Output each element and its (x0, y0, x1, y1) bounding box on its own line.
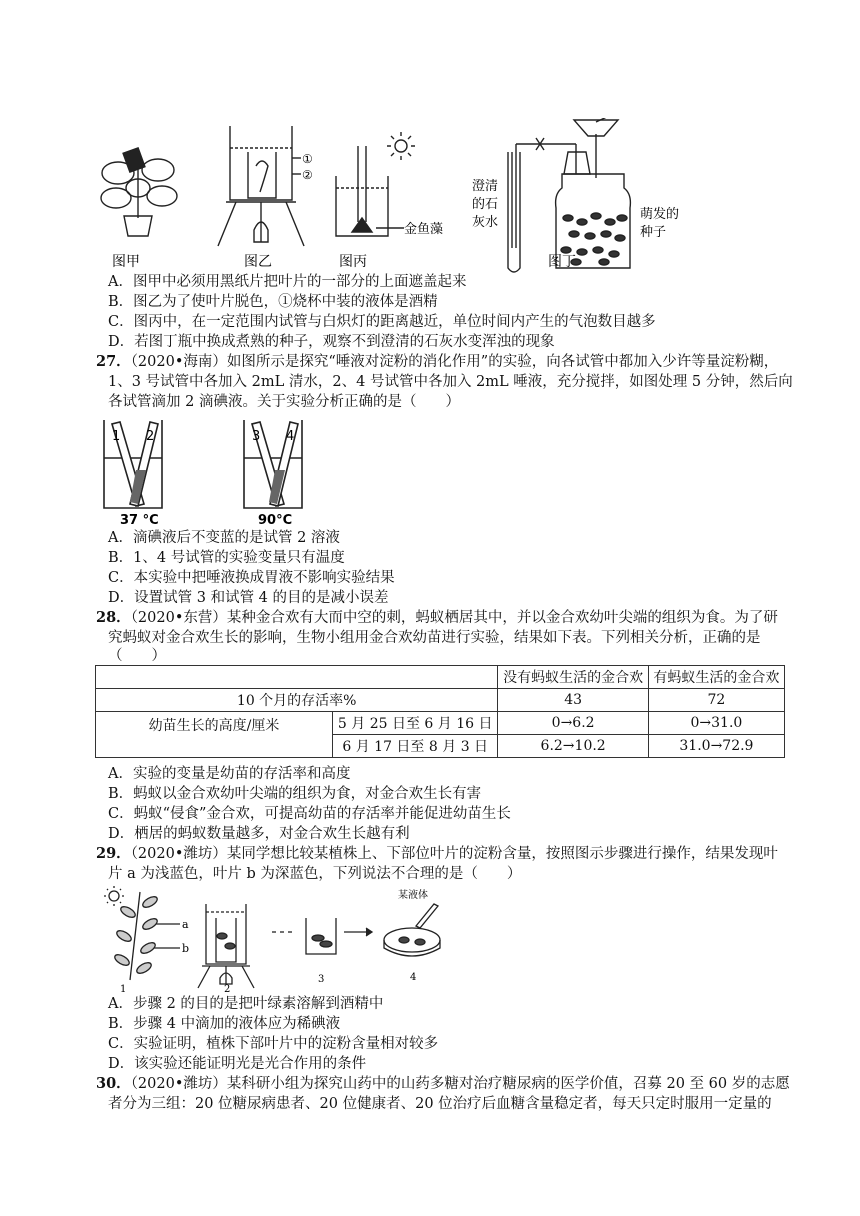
limewater-label-3: 灰水 (472, 215, 499, 230)
q28-stem-line2: 究蚂蚁对金合欢生长的影响，生物小组用金合欢幼苗进行实验，结果如下表。下列相关分析，正确的是 (108, 630, 761, 646)
q29-stem-text-1: （2020•潍坊）某同学想比较某植株上、下部位叶片的淀粉含量，按照图示步骤进行操作，结果发现叶 (130, 846, 778, 862)
q27-option-d: D．设置试管 3 和试管 4 的目的是减小误差 (108, 590, 389, 606)
temp-90-label: 90°C (258, 513, 293, 528)
temp-37-label: 37 °C (120, 513, 159, 528)
q29-option-b: B．步骤 4 中滴加的液体应为稀碘液 (108, 1016, 341, 1032)
q28-data-table (95, 665, 785, 758)
q26-option-d: D．若图丁瓶中换成煮熟的种子，观察不到澄清的石灰水变浑浊的现象 (108, 334, 555, 350)
step-3-label: 3 (318, 974, 325, 985)
tube-4-label: 4 (286, 429, 295, 444)
fig-ding-label: 图丁 (548, 254, 576, 270)
q26-figures (96, 118, 736, 276)
table-row (96, 689, 785, 712)
circle2-label: ② (302, 168, 313, 182)
circle1-label: ① (302, 152, 313, 166)
q28-option-a: A．实验的变量是幼苗的存活率和高度 (108, 766, 351, 782)
limewater-label-2: 的石 (472, 197, 499, 212)
q28-number: 28． (96, 609, 131, 626)
q30-stem-line1 (96, 1074, 790, 1094)
row-survival-label: 10 个月的存活率% (96, 689, 498, 712)
q26-option-c: C．图丙中，在一定范围内试管与白炽灯的距离越近，单位时间内产生的气泡数目越多 (108, 314, 656, 330)
reagent-label: 某液体 (398, 890, 428, 901)
survival-no-ants: 43 (498, 689, 648, 712)
q29-stem-line2: 片 a 为浅蓝色，叶片 b 为深蓝色，下列说法不合理的是（ ） (108, 866, 522, 882)
leaf-b-label: b (182, 942, 190, 955)
q29-option-d: D．该实验还能证明光是光合作用的条件 (108, 1056, 367, 1072)
q30-number: 30． (96, 1075, 131, 1092)
table-row (96, 712, 785, 735)
q29-option-c: C．实验证明，植株下部叶片中的淀粉含量相对较多 (108, 1036, 439, 1052)
tube-1-label: 1 (112, 429, 121, 444)
step-4-label: 4 (410, 972, 417, 983)
q27-figure (100, 418, 330, 528)
leaf-a-label: a (182, 918, 189, 931)
period-2-with-ants: 31.0→72.9 (648, 735, 784, 758)
water-bath-figure (218, 126, 304, 246)
q27-option-b: B．1、4 号试管的实验变量只有温度 (108, 550, 345, 566)
fig-yi-label: 图乙 (244, 254, 272, 270)
q27-number: 27． (96, 353, 131, 370)
table-row (96, 666, 785, 689)
q28-option-c: C．蚂蚁“侵食”金合欢，可提高幼苗的存活率并能促进幼苗生长 (108, 806, 511, 822)
q29-stem-line1 (96, 844, 778, 864)
row-height-label: 幼苗生长的高度/厘米 (96, 712, 333, 758)
q28-option-b: B．蚂蚁以金合欢幼叶尖端的组织为食，对金合欢生长有害 (108, 786, 482, 802)
q26-option-b: B．图乙为了使叶片脱色，①烧杯中装的液体是酒精 (108, 294, 438, 310)
table-empty-header (96, 666, 498, 689)
q28-option-d: D．栖居的蚂蚁数量越多，对金合欢生长越有利 (108, 826, 410, 842)
step-2-label: 2 (224, 984, 231, 994)
period-1-label: 5 月 25 日至 6 月 16 日 (333, 712, 498, 735)
step-1-label: 1 (120, 984, 127, 994)
q29-option-a: A．步骤 2 的目的是把叶绿素溶解到酒精中 (108, 996, 384, 1012)
period-2-no-ants: 6.2→10.2 (498, 735, 648, 758)
q27-stem-line3: 各试管滴加 2 滴碘液。关于实验分析正确的是（ ） (108, 394, 460, 410)
limewater-label-1: 澄清 (472, 179, 499, 194)
tube-3-label: 3 (252, 429, 261, 444)
survival-with-ants: 72 (648, 689, 784, 712)
seeds-label-2: 种子 (640, 225, 667, 240)
fig-jia-label: 图甲 (112, 254, 140, 270)
seed-jar-figure (508, 118, 630, 272)
goldfish-weed-label: 金鱼藻 (404, 222, 444, 237)
period-1-no-ants: 0→6.2 (498, 712, 648, 735)
seeds-label-1: 萌发的 (640, 207, 680, 222)
q30-stem-line2: 者分为三组：20 位糖尿病患者、20 位健康者、20 位治疗后血糖含量稳定者，每天只定时服用一定量的 (108, 1096, 772, 1112)
q27-stem-text-1: （2020•海南）如图所示是探究“唾液对淀粉的消化作用”的实验，向各试管中都加入少许等量淀粉糊， (130, 354, 779, 370)
fig-bing-label: 图丙 (339, 254, 367, 270)
q29-number: 29． (96, 845, 131, 862)
period-1-with-ants: 0→31.0 (648, 712, 784, 735)
q28-stem-text-1: （2020•东营）某种金合欢有大而中空的刺，蚂蚁栖居其中，并以金合欢幼叶尖端的组织为食。为了研 (130, 610, 778, 626)
q28-stem-line3: （ ） (108, 648, 166, 664)
q27-stem-line1 (96, 352, 778, 372)
q27-stem-line2: 1、3 号试管中各加入 2mL 清水，2、4 号试管中各加入 2mL 唾液，充分搅拌，如图处理 5 分钟，然后向 (108, 374, 793, 390)
header-with-ants: 有蚂蚁生活的金合欢 (648, 666, 784, 689)
q30-stem-text-1: （2020•潍坊）某科研小组为探究山药中的山药多糖对治疗糖尿病的医学价值，召募 20 至 60 岁的志愿 (130, 1076, 790, 1092)
q27-option-c: C．本实验中把唾液换成胃液不影响实验结果 (108, 570, 395, 586)
q27-option-a: A．滴碘液后不变蓝的是试管 2 溶液 (108, 530, 340, 546)
q29-figure (100, 884, 480, 994)
potted-plant-figure (101, 148, 177, 236)
q28-stem-line1 (96, 608, 778, 628)
period-2-label: 6 月 17 日至 8 月 3 日 (333, 735, 498, 758)
light-beaker-figure (336, 132, 415, 236)
tube-2-label: 2 (146, 429, 155, 444)
q26-option-a: A．图甲中必须用黑纸片把叶片的一部分的上面遮盖起来 (108, 274, 467, 290)
header-no-ants: 没有蚂蚁生活的金合欢 (498, 666, 648, 689)
